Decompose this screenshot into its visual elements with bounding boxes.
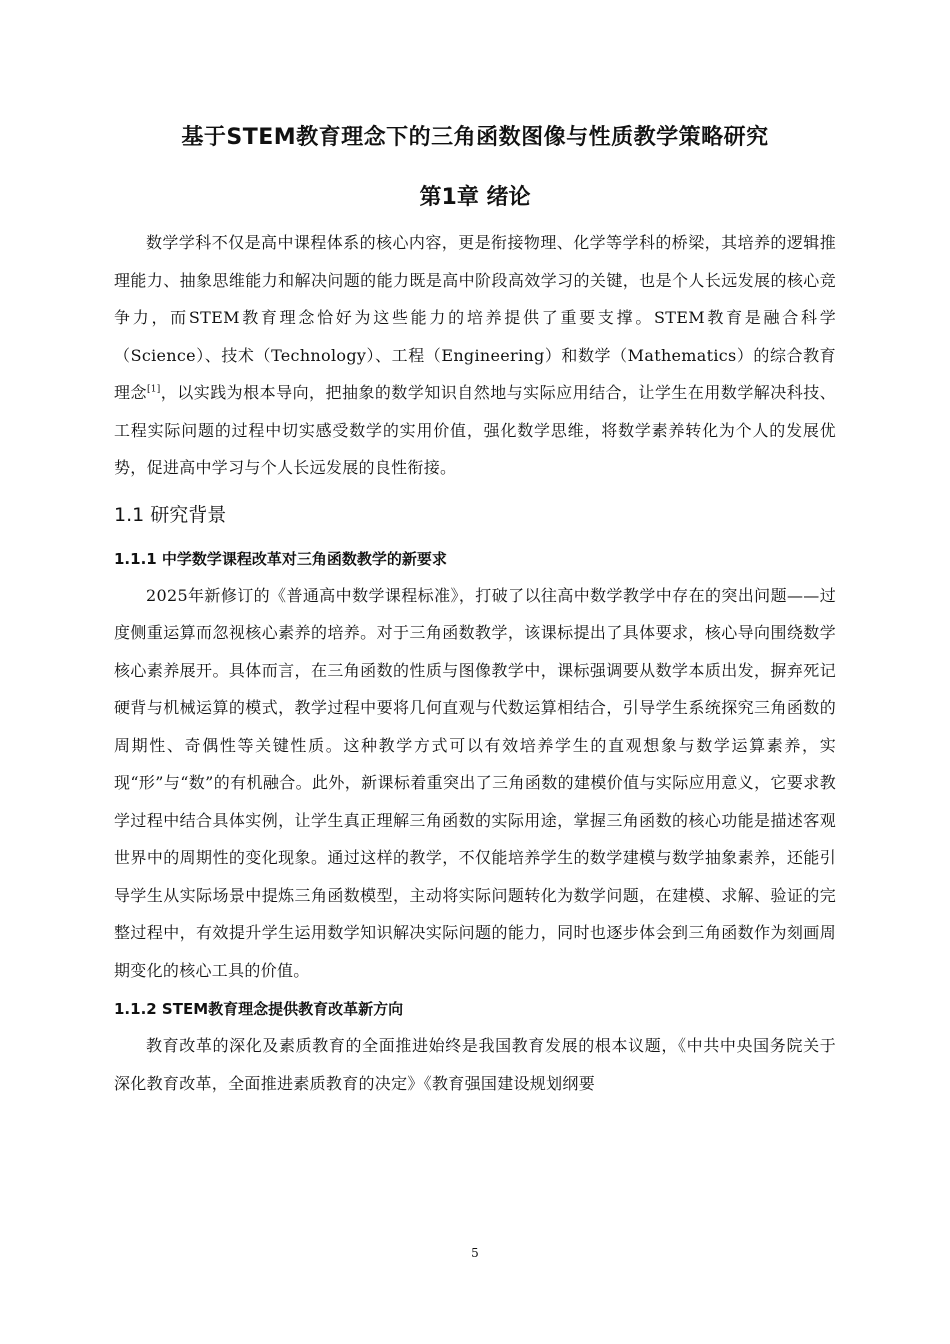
subsection-heading-1-1-1: 1.1.1 中学数学课程改革对三角函数教学的新要求 — [114, 549, 447, 568]
page-number: 5 — [471, 1246, 479, 1260]
subsection-1-1-2-paragraph: 教育改革的深化及素质教育的全面推进始终是我国教育发展的根本议题，《中共中央国务院关于深化教育改革，全面推进素质教育的决定》《教育强国建设规划纲要 — [114, 1036, 836, 1093]
page-content — [114, 118, 836, 1102]
intro-text-part1: 数学学科不仅是高中课程体系的核心内容，更是衔接物理、化学等学科的桥梁，其培养的逻辑推理能力、抽象思维能力和解决问题的能力既是高中阶段高效学习的关键，也是个人长远发展的核心竞争力，而STEM教育理念恰好为这些能力的培养提供了重要支撑。STEM教育是融合科学（Science）、技术（Technology）、工程（Engineering）和数学（Mathematics）的综合教育理念 — [114, 233, 836, 402]
subsection-1-1-1-paragraph: 2025年新修订的《普通高中数学课程标准》，打破了以往高中数学教学中存在的突出问题——过度侧重运算而忽视核心素养的培养。对于三角函数教学，该课标提出了具体要求，核心导向围绕数学核心素养展开。具体而言，在三角函数的性质与图像教学中，课标强调要从数学本质出发，摒弃死记硬背与机械运算的模式，教学过程中要将几何直观与代数运算相结合，引导学生系统探究三角函数的周期性、奇偶性等关键性质。这种教学方式可以有效培养学生的直观想象与数学运算素养，实现“形”与“数”的有机融合。此外，新课标着重突出了三角函数的建模价值与实际应用意义，它要求教学过程中结合具体实例，让学生真正理解三角函数的实际用途，掌握三角函数的核心功能是描述客观世界中的周期性的变化现象。通过这样的教学，不仅能培养学生的数学建模与数学抽象素养，还能引导学生从实际场景中提炼三角函数模型，主动将实际问题转化为数学问题，在建模、求解、验证的完整过程中，有效提升学生运用数学知识解决实际问题的能力，同时也逐步体会到三角函数作为刻画周期变化的核心工具的价值。 — [114, 585, 836, 980]
subsection-heading-1-1-2: 1.1.2 STEM教育理念提供教育改革新方向 — [114, 1000, 404, 1018]
intro-text-part2: ，以实践为根本导向，把抽象的数学知识自然地与实际应用结合，让学生在用数学解决科技、工程实际问题的过程中切实感受数学的实用价值，强化数学思维，将数学素养转化为个人的发展优势，促进高中学习与个人长远发展的良性衔接。 — [114, 383, 836, 477]
section-heading-1-1: 1.1 研究背景 — [114, 503, 227, 526]
chapter-title: 第1章 绪论 — [419, 185, 531, 210]
citation-ref[interactable]: [1] — [146, 384, 161, 395]
intro-paragraph — [114, 224, 836, 487]
document-title: 基于STEM教育理念下的三角函数图像与性质教学策略研究 — [181, 125, 769, 150]
